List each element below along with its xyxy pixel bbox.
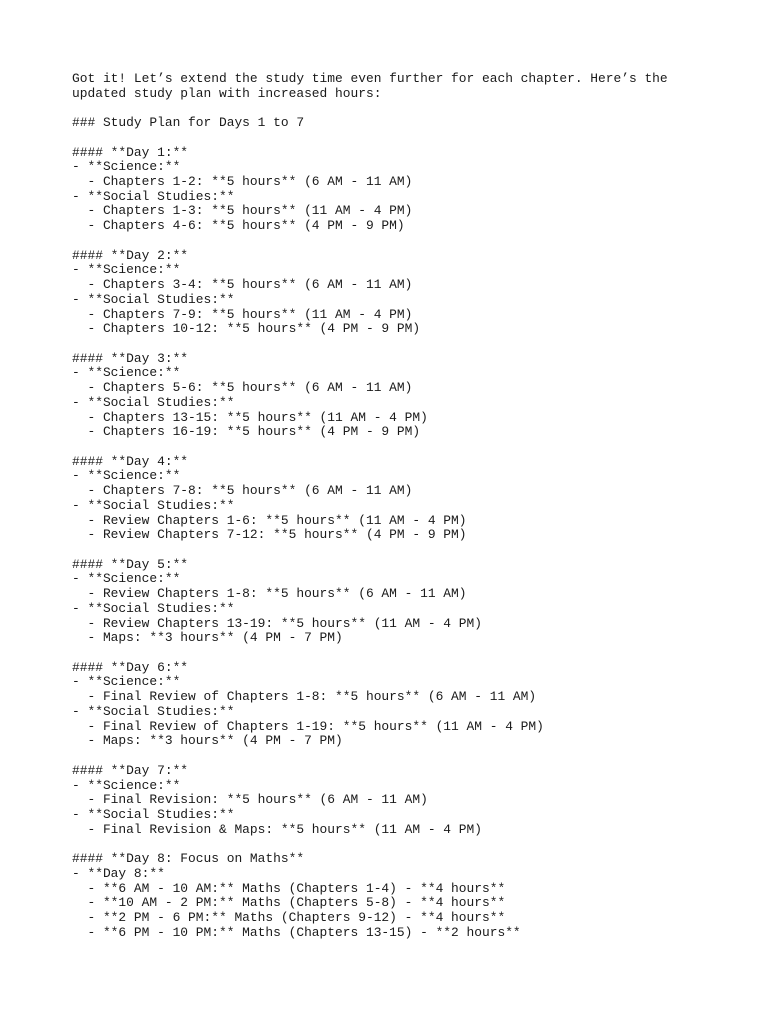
task-line: - Maps: **3 hours** (4 PM - 7 PM)	[72, 733, 343, 749]
task-line: - Review Chapters 1-8: **5 hours** (6 AM - 11 AM)	[72, 586, 467, 602]
task-line: - **6 AM - 10 AM:** Maths (Chapters 1-4) - **4 hours**	[72, 880, 506, 896]
subject-line: - **Social Studies:**	[72, 497, 235, 513]
subject-line: - **Social Studies:**	[72, 394, 235, 410]
document-page	[72, 72, 752, 940]
task-line: - Chapters 16-19: **5 hours** (4 PM - 9 PM)	[72, 424, 421, 440]
blank-line	[72, 440, 752, 455]
day-heading: #### **Day 1:**	[72, 144, 189, 160]
subject-line: - **Social Studies:**	[72, 703, 235, 719]
task-line: - Chapters 1-2: **5 hours** (6 AM - 11 AM)	[72, 174, 413, 190]
blank-line	[72, 749, 752, 764]
blank-line	[72, 234, 752, 249]
task-line: - Review Chapters 1-6: **5 hours** (11 AM - 4 PM)	[72, 512, 467, 528]
day-heading: #### **Day 3:**	[72, 350, 189, 366]
task-line: - Chapters 7-8: **5 hours** (6 AM - 11 AM)	[72, 483, 413, 499]
subject-line: - **Social Studies:**	[72, 600, 235, 616]
subject-line: - **Day 8:**	[72, 865, 165, 881]
subject-line: - **Social Studies:**	[72, 806, 235, 822]
day-heading: #### **Day 2:**	[72, 247, 189, 263]
blank-line	[72, 646, 752, 661]
blank-line	[72, 337, 752, 352]
subject-line: - **Science:**	[72, 468, 181, 484]
subject-line: - **Science:**	[72, 262, 181, 278]
task-line: - Chapters 13-15: **5 hours** (11 AM - 4 PM)	[72, 409, 428, 425]
task-line: - Chapters 5-6: **5 hours** (6 AM - 11 AM)	[72, 380, 413, 396]
task-line: - Final Revision & Maps: **5 hours** (11 AM - 4 PM)	[72, 821, 482, 837]
task-line: - **6 PM - 10 PM:** Maths (Chapters 13-15) - **2 hours**	[72, 924, 521, 940]
subject-line: - **Science:**	[72, 365, 181, 381]
task-line: - Chapters 4-6: **5 hours** (4 PM - 9 PM)	[72, 218, 405, 234]
blank-line	[72, 131, 752, 146]
subject-line: - **Science:**	[72, 777, 181, 793]
task-line: - Chapters 3-4: **5 hours** (6 AM - 11 AM)	[72, 277, 413, 293]
task-line: - **2 PM - 6 PM:** Maths (Chapters 9-12) - **4 hours**	[72, 909, 506, 925]
task-line: - Final Review of Chapters 1-8: **5 hours** (6 AM - 11 AM)	[72, 689, 537, 705]
task-line: - **10 AM - 2 PM:** Maths (Chapters 5-8) - **4 hours**	[72, 895, 506, 911]
task-line: - Chapters 1-3: **5 hours** (11 AM - 4 PM)	[72, 203, 413, 219]
task-line: - Review Chapters 7-12: **5 hours** (4 PM - 9 PM)	[72, 527, 467, 543]
task-line: - Chapters 10-12: **5 hours** (4 PM - 9 PM)	[72, 321, 421, 337]
intro-line: updated study plan with increased hours:	[72, 85, 382, 101]
subject-line: - **Social Studies:**	[72, 291, 235, 307]
day-heading: #### **Day 7:**	[72, 762, 189, 778]
subject-line: - **Social Studies:**	[72, 188, 235, 204]
task-line: - Final Review of Chapters 1-19: **5 hours** (11 AM - 4 PM)	[72, 718, 544, 734]
subject-line: - **Science:**	[72, 159, 181, 175]
day-heading: #### **Day 6:**	[72, 659, 189, 675]
subject-line: - **Science:**	[72, 674, 181, 690]
day-heading: #### **Day 4:**	[72, 453, 189, 469]
plan-heading: ### Study Plan for Days 1 to 7	[72, 115, 305, 131]
blank-line	[72, 101, 752, 116]
task-line: - Maps: **3 hours** (4 PM - 7 PM)	[72, 630, 343, 646]
blank-line	[72, 837, 752, 852]
task-line: - Final Revision: **5 hours** (6 AM - 11 AM)	[72, 792, 428, 808]
intro-line: Got it! Let’s extend the study time even further for each chapter. Here’s the	[72, 71, 668, 86]
task-line: - Chapters 7-9: **5 hours** (11 AM - 4 PM)	[72, 306, 413, 322]
task-line: - Review Chapters 13-19: **5 hours** (11 AM - 4 PM)	[72, 615, 482, 631]
blank-line	[72, 543, 752, 558]
day-heading: #### **Day 5:**	[72, 556, 189, 572]
subject-line: - **Science:**	[72, 571, 181, 587]
day-heading: #### **Day 8: Focus on Maths**	[72, 851, 305, 867]
